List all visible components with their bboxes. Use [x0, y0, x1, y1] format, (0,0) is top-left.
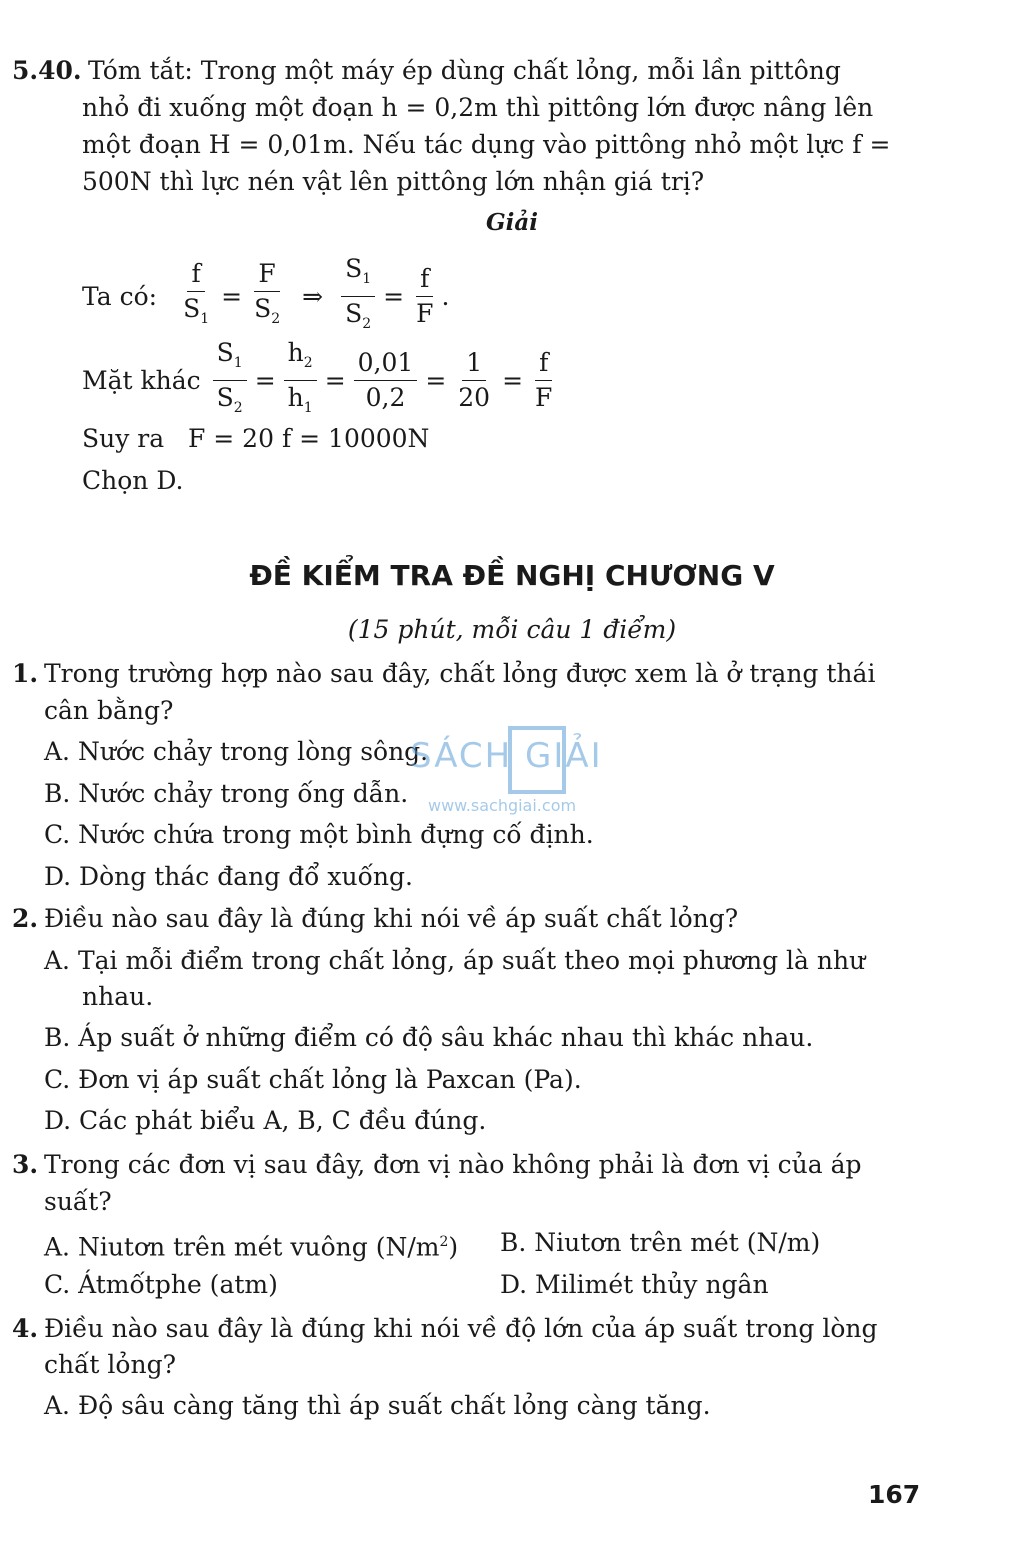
fraction-f-s1: $\frac{f}{S_1}$: [183, 259, 210, 327]
problem-line-3: một đoạn H = 0,01m. Nếu tác dụng vào pittông nhỏ một lực f =: [82, 130, 891, 159]
question-1-number: 1.: [12, 659, 39, 688]
problem-number: 5.40.: [12, 56, 82, 85]
result-line: Suy ra F = 20 f = 10000N: [82, 424, 430, 453]
page-number: 167: [868, 1480, 921, 1509]
question-1-text: Trong trường hợp nào sau đây, chất lỏng được xem là ở trạng thái: [44, 659, 876, 688]
question-2-number: 2.: [12, 904, 39, 933]
formula-mat-khac: Mặt khác $\frac{S_1}{S_2}$ = $\frac{h_2}{h_1}$ = $\frac{0,01}{0,2}$ = $\frac{1}{20}$ = $\frac{f}{F}$: [82, 336, 560, 425]
question-4-option-a: A. Độ sâu càng tăng thì áp suất chất lỏng càng tăng.: [44, 1391, 711, 1420]
sachgiai-watermark-logo: [410, 724, 620, 824]
formula-label-ta-co: Ta có:: [82, 282, 158, 311]
fraction-f-F: $\frac{f}{F}$: [416, 264, 434, 328]
fraction-s1-s2: $\frac{S_1}{S_2}$: [341, 252, 375, 341]
question-2-option-a-cont: nhau.: [82, 982, 154, 1011]
question-1-option-c: C. Nước chứa trong một bình đựng cố định.: [44, 820, 594, 849]
question-2-option-a: A. Tại mỗi điểm trong chất lỏng, áp suất theo mọi phương là như: [44, 946, 866, 975]
question-4-number: 4.: [12, 1314, 39, 1343]
problem-line-2: nhỏ đi xuống một đoạn h = 0,2m thì pittông lớn được nâng lên: [82, 93, 874, 122]
fraction-h2-h1: $\frac{h_2}{h_1}$: [284, 336, 317, 425]
question-2-text: Điều nào sau đây là đúng khi nói về áp suất chất lỏng?: [44, 904, 739, 933]
question-2-option-c: C. Đơn vị áp suất chất lỏng là Paxcan (Pa).: [44, 1065, 582, 1094]
formula-label-mat-khac: Mặt khác: [82, 366, 201, 395]
question-2-option-b: B. Áp suất ở những điểm có độ sâu khác nhau thì khác nhau.: [44, 1023, 814, 1052]
question-4-text-cont: chất lỏng?: [44, 1350, 176, 1379]
fraction-f-F-b: $\frac{f}{F}$: [535, 348, 553, 412]
watermark-brand: SÁCH GIẢI: [410, 736, 603, 776]
question-3-option-a: A. Niutơn trên mét vuông $(N/m^2)$: [44, 1232, 459, 1262]
fraction-001-02: $\frac{0,01}{0,2}$: [354, 346, 418, 415]
question-3-option-b: B. Niutơn trên mét (N/m): [500, 1228, 821, 1257]
question-3-option-d: D. Milimét thủy ngân: [500, 1270, 769, 1299]
question-1-option-b: B. Nước chảy trong ống dẫn.: [44, 779, 409, 808]
question-1-option-d: D. Dòng thác đang đổ xuống.: [44, 862, 413, 891]
question-4-text: Điều nào sau đây là đúng khi nói về độ lớn của áp suất trong lòng: [44, 1314, 878, 1343]
question-1-option-a: A. Nước chảy trong lòng sông.: [44, 737, 429, 766]
fraction-F-s2: $\frac{F}{S_2}$: [254, 259, 281, 327]
question-1-text-cont: cân bằng?: [44, 696, 174, 725]
question-3-text-cont: suất?: [44, 1187, 112, 1216]
question-3-option-c: C. Átmốtphe (atm): [44, 1270, 278, 1299]
problem-line-1: Tóm tắt: Trong một máy ép dùng chất lỏng, mỗi lần pittông: [88, 56, 841, 85]
question-2-option-d: D. Các phát biểu A, B, C đều đúng.: [44, 1106, 487, 1135]
test-subtitle: (15 phút, mỗi câu 1 điểm): [347, 615, 677, 644]
answer-choice: Chọn D.: [82, 466, 184, 495]
question-3-number: 3.: [12, 1150, 39, 1179]
solution-heading: Giải: [485, 209, 539, 236]
fraction-1-20: $\frac{1}{20}$: [458, 348, 491, 412]
test-title: ĐỀ KIỂM TRA ĐỀ NGHỊ CHƯƠNG V: [249, 559, 775, 592]
fraction-s1-s2-b: $\frac{S_1}{S_2}$: [213, 336, 247, 425]
formula-ta-co: Ta có: $\frac{f}{S_1}$ = $\frac{F}{S_2}$ ⇒ $\frac{S_1}{S_2}$ = $\frac{f}{F}$ .: [82, 252, 449, 341]
implies-arrow: ⇒: [302, 282, 324, 311]
problem-line-4: 500N thì lực nén vật lên pittông lớn nhận giá trị?: [82, 167, 705, 196]
watermark-url: www.sachgiai.com: [428, 796, 577, 815]
question-3-text: Trong các đơn vị sau đây, đơn vị nào không phải là đơn vị của áp: [44, 1150, 862, 1179]
